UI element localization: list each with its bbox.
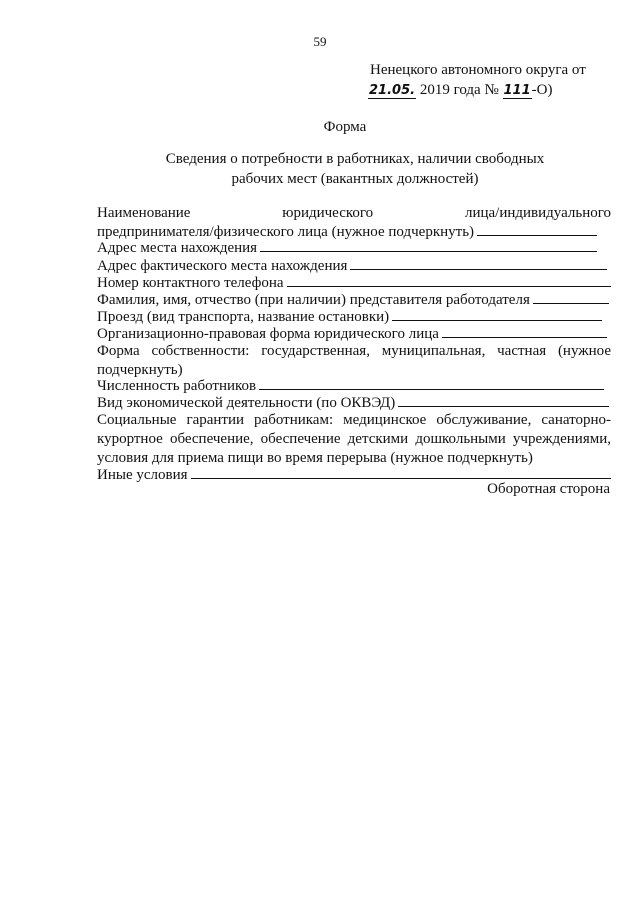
field-phone-blank[interactable] bbox=[287, 273, 611, 287]
field-transport-label: Проезд (вид транспорта, название остановки) bbox=[97, 309, 390, 325]
field-ownership: Форма собственности: государственная, муниципальная, частная (нужное подчеркнуть) bbox=[97, 343, 611, 378]
header-line-2 bbox=[368, 82, 552, 99]
field-name-word-1: Наименование bbox=[97, 205, 191, 221]
field-legal-form-blank[interactable] bbox=[442, 324, 607, 338]
field-name-blank[interactable] bbox=[477, 222, 597, 236]
header-year-text: 2019 года № bbox=[419, 82, 499, 98]
page-number: 59 bbox=[313, 34, 327, 49]
field-address-label: Адрес места нахождения bbox=[97, 240, 258, 256]
field-name-word-3: лица/индивидуального bbox=[464, 205, 611, 221]
field-name-word-2: юридического bbox=[282, 205, 374, 221]
field-representative-blank[interactable] bbox=[533, 290, 609, 304]
field-actual-address-blank[interactable] bbox=[350, 256, 607, 270]
back-side-note: Оборотная сторона bbox=[487, 481, 610, 497]
field-phone-label: Номер контактного телефона bbox=[97, 275, 284, 291]
form-label: Форма bbox=[323, 119, 367, 135]
form-title-line-1: Сведения о потребности в работниках, наличии свободных bbox=[165, 151, 545, 167]
field-activity-row bbox=[97, 393, 609, 413]
field-social-guarantees: Социальные гарантии работникам: медицинское обслуживание, санаторно-курортное обеспечение, обеспечение детскими дошкольными учреждениями, условия для приема пищи во время перерыва (нужное подчеркнуть) bbox=[97, 412, 611, 466]
field-other-blank[interactable] bbox=[191, 465, 612, 479]
field-transport-blank[interactable] bbox=[392, 307, 602, 321]
header-suffix: -О) bbox=[531, 82, 553, 98]
field-employees-blank[interactable] bbox=[259, 376, 604, 390]
field-employees-label: Численность работников bbox=[97, 378, 257, 394]
handwritten-number: 111 bbox=[503, 83, 531, 98]
handwritten-date: 21.05. bbox=[369, 83, 416, 98]
field-activity-label: Вид экономической деятельности (по ОКВЭД) bbox=[97, 395, 396, 411]
header-line-1: Ненецкого автономного округа от bbox=[370, 62, 586, 78]
form-title-line-2: рабочих мест (вакантных должностей) bbox=[231, 171, 479, 187]
field-actual-address-label: Адрес фактического места нахождения bbox=[97, 258, 348, 274]
field-representative-label: Фамилия, имя, отчество (при наличии) представителя работодателя bbox=[97, 292, 530, 308]
field-address-blank[interactable] bbox=[260, 238, 597, 252]
field-other-label: Иные условия bbox=[97, 467, 188, 483]
field-address-row bbox=[97, 238, 597, 258]
field-activity-blank[interactable] bbox=[398, 393, 609, 407]
field-name-line-1 bbox=[97, 205, 611, 222]
field-legal-form-label: Организационно-правовая форма юридического лица bbox=[97, 326, 439, 342]
field-name-label: предпринимателя/физического лица (нужное подчеркнуть) bbox=[97, 224, 475, 240]
field-legal-form-row bbox=[97, 324, 607, 344]
